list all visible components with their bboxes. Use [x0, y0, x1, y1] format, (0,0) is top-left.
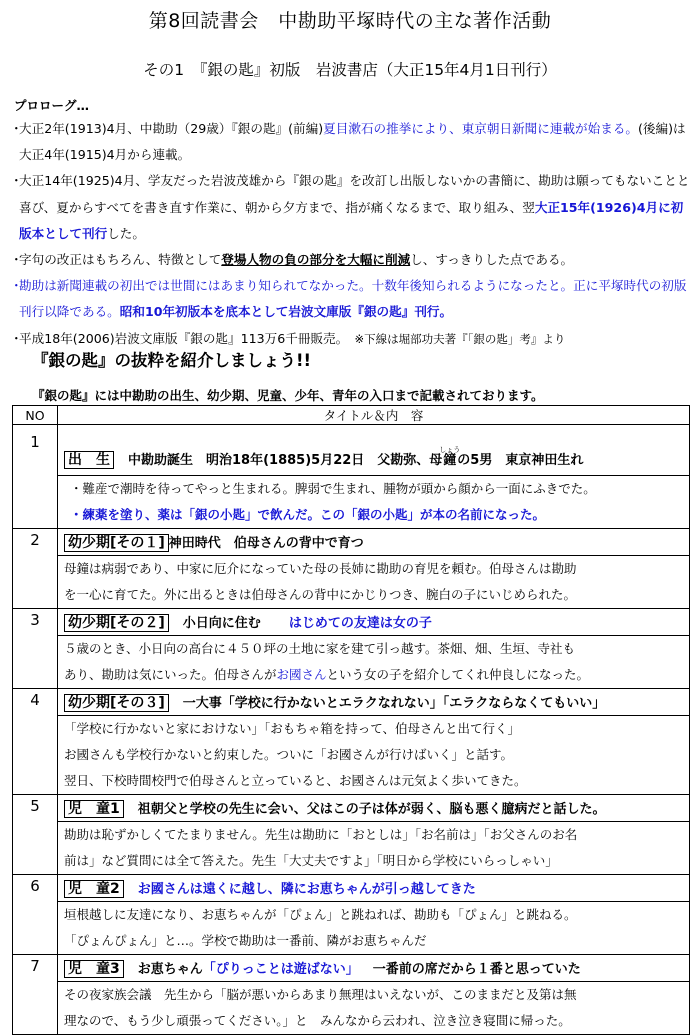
row-title-text: 祖朝父と学校の先生に会い、父はこの子は体が弱く、脳も悪く臆病だと話した。 [137, 802, 606, 817]
row-number: 5 [13, 795, 58, 875]
table-row [13, 982, 690, 1035]
bullet-text: 字句の改正はもちろん、特徴として [19, 252, 222, 268]
section-intro: 『銀の匙』には中勘助の出生、幼少期、児童、少年、青年の入口まで記載されております。 [32, 388, 544, 403]
table-row [13, 822, 690, 875]
row-body [58, 716, 690, 795]
row-title-text: 一番前の席だから１番と思っていた [372, 962, 581, 977]
row-title-text: 小日向に住む [182, 616, 261, 631]
header-title: タイトル＆内 容 [58, 406, 690, 425]
bullet-text: 大正14年(1925)4月、学友だった岩波茂雄から『銀の匙』を改訂し出版しないかの書簡に、勘助は願ってもないことと喜び、夏からすべてを書き直す作業に、朝から夕方まで、指が痛くなるまで、取り組み、翌 [19, 173, 690, 215]
table-row [13, 875, 690, 902]
row-title-ruby: しょう [439, 446, 461, 454]
row-body-text: という女の子を紹介してくれ仲良しになった。 [326, 667, 590, 682]
header-no: NO [13, 406, 58, 425]
row-title [58, 955, 690, 982]
bullet-item: ・ 字句の改正はもちろん、特徴として登場人物の負の部分を大幅に削減し、すっきりした点である。 [10, 252, 574, 268]
row-number: 6 [13, 875, 58, 955]
row-body [58, 556, 690, 609]
table-row [13, 902, 690, 955]
bullet-item: ・ 大正14年(1925)4月、学友だった岩波茂雄から『銀の匙』を改訂し出版しないかの書簡に、勘助は願ってもないことと喜び、夏からすべてを書き直す作業に、朝から夕方まで、指が痛くなるまで、取り組み、翌大正15年(1926)4月に初版本として刊行した。 [10, 173, 690, 241]
bullet-highlight: 昭和10年初版本を底本として岩波文庫版『銀の匙』刊行。 [119, 304, 453, 320]
table-row [13, 689, 690, 716]
row-number: 7 [13, 955, 58, 1035]
row-body-line: お國さんも学校行かないと約束した。ついに「お國さんが行けばいく」と話す。 [64, 747, 514, 762]
row-body-line: 理なので、もう少し頑張ってください。」と みんなから云われ、泣き泣き寝間に帰った。 [64, 1013, 571, 1028]
bullet-item: ・ 大正2年(1913)4月、中勘助（29歳）『銀の匙』(前編)夏目漱石の推挙により、東京朝日新聞に連載が始まる。(後編)は大正4年(1915)4月から連載。 [10, 121, 686, 163]
row-label: 児 童3 [64, 960, 124, 978]
bullet-highlight: 夏目漱石の推挙により、東京朝日新聞に連載が始まる。 [323, 121, 638, 136]
row-body [58, 822, 690, 875]
row-title-text: 中勘助誕生 明治18年(1885)5月22日 父勘弥、母 [128, 453, 443, 468]
page-title: 第8回読書会 中勘助平塚時代の主な著作活動 [148, 10, 552, 32]
row-title-text: お恵ちゃん [137, 962, 203, 977]
row-title [58, 529, 690, 556]
bullet-text: し、すっきりした点である。 [410, 252, 574, 268]
row-label: 児 童2 [64, 880, 124, 898]
row-title-highlight: 「ぴりっことは遊ばない」 [202, 962, 359, 977]
row-title [58, 609, 690, 636]
row-body-line: ５歳のとき、小日向の高台に４５０坪の土地に家を建て引っ越す。茶畑、畑、生垣、寺社も [64, 641, 576, 656]
row-body [58, 982, 690, 1035]
row-title-text: 神田時代 伯母さんの背中で育つ [168, 536, 364, 551]
bullet-text: 大正2年(1913)4月、中勘助（29歳）『銀の匙』(前編) [19, 121, 324, 136]
row-number: 3 [13, 609, 58, 689]
row-number: 1 [13, 425, 58, 529]
prologue-bullets [10, 116, 692, 352]
section-heading: 『銀の匙』の抜粋を紹介しましょう!! [32, 351, 312, 370]
row-body-line: 垣根越しに友達になり、お恵ちゃんが「ぴょん」と跳ねれば、勘助も「ぴょん」と跳ねる。 [64, 907, 577, 922]
page-subtitle: その1 『銀の匙』初版 岩波書店（大正15年4月1日刊行） [143, 61, 557, 79]
row-body-line: ・練薬を塗り、薬は「銀の小匙」で飲んだ。この「銀の小匙」が本の名前になった。 [70, 507, 546, 522]
bullet-text: 平成18年(2006)岩波文庫版『銀の匙』113万6千冊販売。 [19, 330, 342, 346]
row-body-text: あり、勘助は気にいった。伯母さんが [64, 667, 277, 682]
prologue-label: プロローグ… [14, 98, 90, 113]
row-body-line: ・難産で潮時を待ってやっと生まれる。脾弱で生まれ、腫物が頭から顔から一面にふきでた。 [70, 481, 596, 496]
row-title-highlight: はじめての友達は女の子 [288, 616, 432, 631]
row-body-line: その夜家族会議 先生から「脳が悪いからあまり無理はいえないが、このままだと及第は無 [64, 987, 577, 1002]
row-title [58, 689, 690, 716]
row-number: 2 [13, 529, 58, 609]
row-body-line: 前は」など質問には全て答えた。先生「大丈夫ですよ」「明日から学校にいらっしゃい」 [64, 853, 558, 868]
row-title-text: の5男 東京神田生れ [457, 453, 584, 468]
row-body-line [64, 662, 683, 688]
table-row [13, 636, 690, 689]
bullet-text: 勘助は新聞連載の初出では世間にはあまり知られてなかった。十数年後知られるようになったと。正に平塚時代の初版刊行以降である。 [19, 278, 687, 320]
row-label: 幼少期[その１] [64, 534, 169, 552]
table-row [13, 476, 690, 529]
bullet-note: ※下線は堀部功夫著『「銀の匙」考』より [354, 331, 566, 346]
excerpt-table [12, 405, 690, 1035]
row-body-line: 「ぴょんぴょん」と…。学校で勘助は一番前、隣がお恵ちゃんだ [64, 933, 427, 948]
bullet-underlined: 登場人物の負の部分を大幅に削減 [221, 252, 411, 268]
row-label: 幼少期[その３] [64, 694, 169, 712]
bullet-text: (後編)は大正4年(1915)4月から連載。 [19, 121, 686, 163]
table-row [13, 609, 690, 636]
row-title [58, 425, 690, 476]
bullet-text: した。 [107, 225, 145, 241]
row-body-line: を一心に育てた。外に出るときは伯母さんの背中にかじりつき、腕白の子にいじめられた。 [64, 587, 577, 602]
row-label: 児 童1 [64, 800, 124, 818]
bullet-highlight: 大正15年(1926)4月に初版本として刊行 [19, 199, 684, 241]
table-row [13, 425, 690, 476]
row-body [58, 476, 690, 529]
bullet-item: ・ 勘助は新聞連載の初出では世間にはあまり知られてなかった。十数年後知られるようになったと。正に平塚時代の初版刊行以降である。昭和10年初版本を底本として岩波文庫版『銀の匙』刊行。 [10, 278, 687, 320]
table-row [13, 795, 690, 822]
row-label: 出 生 [64, 451, 114, 469]
table-row [13, 529, 690, 556]
row-body-line: 母鐘は病弱であり、中家に厄介になっていた母の長姉に勘助の育児を頼む。伯母さんは勘助 [64, 561, 577, 576]
table-row [13, 955, 690, 982]
row-number: 4 [13, 689, 58, 795]
row-title [58, 875, 690, 902]
row-body-highlight: お國さん [276, 667, 327, 682]
row-title-text: 一大事「学校に行かないとエラクなれない」「エラクならなくてもいい」 [182, 696, 606, 711]
row-title-ruby-base: 鐘 [439, 453, 461, 468]
row-body-line: 「学校に行かないと家におけない」「おもちゃ箱を持って、伯母さんと出て行く」 [64, 721, 521, 736]
table-row [13, 556, 690, 609]
table-header-row [13, 406, 690, 425]
row-label: 幼少期[その２] [64, 614, 169, 632]
row-body-line: 翌日、下校時間校門で伯母さんと立っていると、お國さんは元気よく歩いてきた。 [64, 773, 527, 788]
row-body [58, 902, 690, 955]
row-body [58, 636, 690, 689]
table-row [13, 716, 690, 795]
row-title [58, 795, 690, 822]
bullet-item: ・ 平成18年(2006)岩波文庫版『銀の匙』113万6千冊販売。 ※下線は堀部功夫著『「銀の匙」考』より [10, 330, 566, 346]
row-title-highlight: お國さんは遠くに越し、隣にお恵ちゃんが引っ越してきた [137, 882, 476, 897]
row-body-line: 勘助は恥ずかしくてたまりません。先生は勘助に「おとしは」「お名前は」「お父さんのお名 [64, 827, 578, 842]
